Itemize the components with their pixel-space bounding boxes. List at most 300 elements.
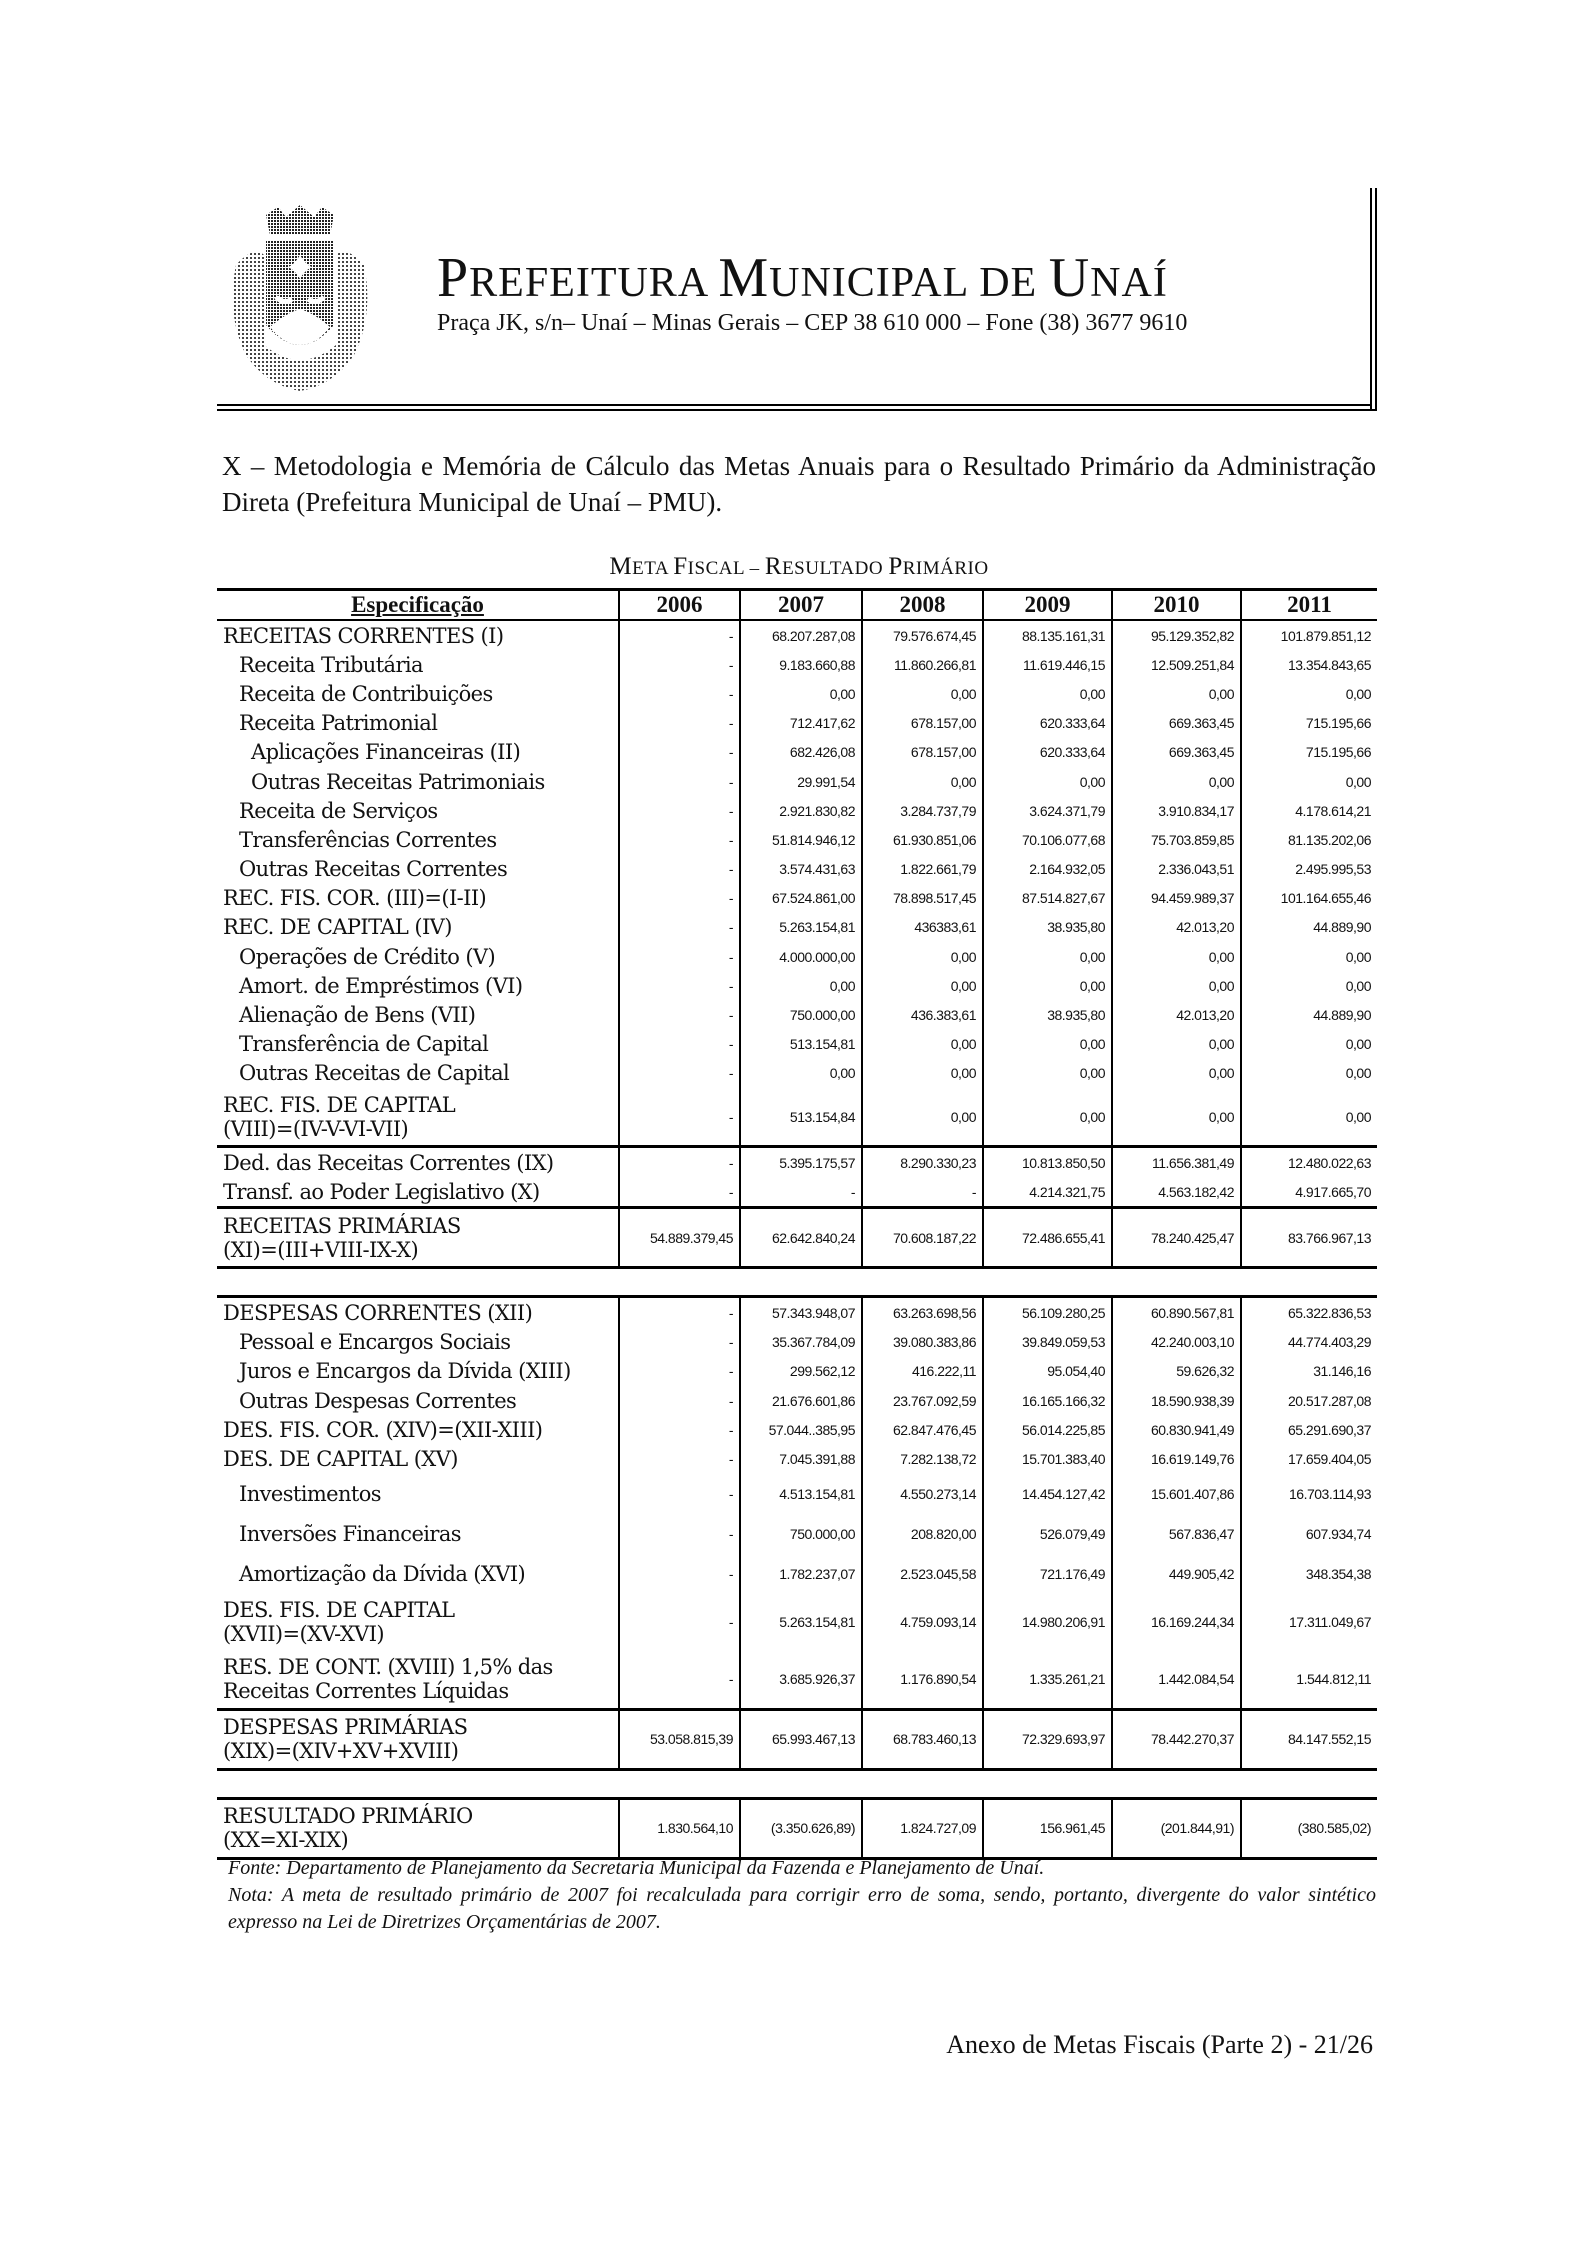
section-heading: X – Metodologia e Memória de Cálculo das Metas Anuais para o Resultado Primário da Administração Direta (Prefeitura Municipal de Unaí – PMU). — [222, 451, 1376, 517]
cell-value: 0,00 — [1112, 1088, 1241, 1147]
cell-value: 607.934,74 — [1241, 1514, 1377, 1554]
table-row — [217, 767, 1377, 796]
cell-value: 14.980.206,91 — [983, 1594, 1112, 1651]
cell-value: 9.183.660,88 — [740, 650, 862, 679]
column-header: 2010 — [1112, 590, 1241, 621]
table-row — [217, 796, 1377, 825]
cell-value: 101.879.851,12 — [1241, 620, 1377, 650]
cell-value: 4.550.273,14 — [862, 1474, 983, 1514]
table-row — [217, 913, 1377, 942]
cell-value: - — [619, 650, 740, 679]
row-label-line: REC. DE CAPITAL (IV) — [223, 915, 452, 940]
cell-value: 10.813.850,50 — [983, 1147, 1112, 1178]
cell-value: 1.335.261,21 — [983, 1651, 1112, 1710]
cell-value: - — [740, 1177, 862, 1208]
cell-value: 0,00 — [1241, 1059, 1377, 1088]
row-label — [217, 1554, 619, 1594]
row-label-line: (XI)=(III+VIII-IX-X) — [223, 1237, 419, 1262]
cell-value: 5.263.154,81 — [740, 1594, 862, 1651]
cell-value: - — [619, 1297, 740, 1328]
cell-value: 56.109.280,25 — [983, 1297, 1112, 1328]
cell-value: - — [619, 620, 740, 650]
cell-value: 54.889.379,45 — [619, 1208, 740, 1268]
cell-value: 11.860.266,81 — [862, 650, 983, 679]
column-header: 2011 — [1241, 590, 1377, 621]
table-row — [217, 679, 1377, 708]
table-row — [217, 620, 1377, 650]
cell-value: 51.814.946,12 — [740, 825, 862, 854]
cell-value: - — [619, 1000, 740, 1029]
table-row — [217, 1798, 1377, 1858]
cell-value: 2.336.043,51 — [1112, 855, 1241, 884]
cell-value: 0,00 — [1241, 679, 1377, 708]
row-label-line: REC. FIS. COR. (III)=(I-II) — [223, 886, 487, 911]
cell-value: - — [619, 1147, 740, 1178]
row-label-line: Alienação de Bens (VII) — [239, 1003, 476, 1028]
cell-value: (201.844,91) — [1112, 1798, 1241, 1858]
table-row — [217, 1088, 1377, 1147]
cell-value: 38.935,80 — [983, 913, 1112, 942]
cell-value: 0,00 — [983, 971, 1112, 1000]
cell-value: 0,00 — [1112, 942, 1241, 971]
cell-value: 0,00 — [1241, 1030, 1377, 1059]
row-label-line: DES. FIS. DE CAPITAL — [223, 1598, 455, 1622]
table-row — [217, 1651, 1377, 1710]
cell-value: 101.164.655,46 — [1241, 884, 1377, 913]
table-row — [217, 1357, 1377, 1386]
cell-value: 57.044..385,95 — [740, 1415, 862, 1444]
row-label — [217, 1088, 619, 1147]
table-row — [217, 1474, 1377, 1514]
cell-value: 87.514.827,67 — [983, 884, 1112, 913]
row-label-line: Receita de Contribuições — [239, 681, 493, 706]
cell-value: 21.676.601,86 — [740, 1386, 862, 1415]
row-label — [217, 1386, 619, 1415]
remark-note: Nota: A meta de resultado primário de 2007 foi recalculada para corrigir erro de soma, sendo, portanto, divergente do valor sintético expresso na Lei de Diretrizes Orçamentárias de 2007. — [228, 1884, 1376, 1933]
cell-value: 20.517.287,08 — [1241, 1386, 1377, 1415]
cell-value: 2.495.995,53 — [1241, 855, 1377, 884]
cell-value: 39.849.059,53 — [983, 1328, 1112, 1357]
cell-value: - — [619, 1514, 740, 1554]
cell-value: 669.363,45 — [1112, 709, 1241, 738]
frame-border — [1375, 188, 1377, 410]
table-spacer — [217, 1268, 1377, 1297]
cell-value: 12.480.022,63 — [1241, 1147, 1377, 1178]
cell-value: 81.135.202,06 — [1241, 825, 1377, 854]
cell-value: 4.513.154,81 — [740, 1474, 862, 1514]
cell-value: 62.847.476,45 — [862, 1415, 983, 1444]
table-title: META FISCAL – RESULTADO PRIMÁRIO — [609, 553, 989, 580]
cell-value: 0,00 — [862, 679, 983, 708]
cell-value: 2.523.045,58 — [862, 1554, 983, 1594]
cell-value: 4.917.665,70 — [1241, 1177, 1377, 1208]
table-row — [217, 1514, 1377, 1554]
cell-value: 682.426,08 — [740, 738, 862, 767]
row-label-line: RESULTADO PRIMÁRIO — [223, 1804, 473, 1828]
cell-value: 39.080.383,86 — [862, 1328, 983, 1357]
cell-value: 61.930.851,06 — [862, 825, 983, 854]
cell-value: 3.910.834,17 — [1112, 796, 1241, 825]
cell-value: 0,00 — [983, 1059, 1112, 1088]
table-row — [217, 1386, 1377, 1415]
cell-value: 3.624.371,79 — [983, 796, 1112, 825]
cell-value: - — [619, 1594, 740, 1651]
cell-value: 1.822.661,79 — [862, 855, 983, 884]
cell-value: 4.759.093,14 — [862, 1594, 983, 1651]
cell-value: 620.333,64 — [983, 738, 1112, 767]
row-label — [217, 709, 619, 738]
table-row — [217, 1000, 1377, 1029]
cell-value: 18.590.938,39 — [1112, 1386, 1241, 1415]
row-label-line: Amort. de Empréstimos (VI) — [239, 973, 523, 998]
organization-address: Praça JK, s/n– Unaí – Minas Gerais – CEP 38 610 000 – Fone (38) 3677 9610 — [437, 310, 1188, 336]
cell-value: 513.154,84 — [740, 1088, 862, 1147]
cell-value: - — [619, 1386, 740, 1415]
cell-value: 0,00 — [983, 1088, 1112, 1147]
cell-value: 721.176,49 — [983, 1554, 1112, 1594]
cell-value: - — [619, 679, 740, 708]
table-spacer — [217, 1769, 1377, 1798]
column-header: 2009 — [983, 590, 1112, 621]
table-row — [217, 942, 1377, 971]
cell-value: 0,00 — [1112, 679, 1241, 708]
cell-value: (3.350.626,89) — [740, 1798, 862, 1858]
cell-value: 2.164.932,05 — [983, 855, 1112, 884]
cell-value: 42.013,20 — [1112, 913, 1241, 942]
cell-value: 0,00 — [1241, 942, 1377, 971]
cell-value: 0,00 — [983, 1030, 1112, 1059]
cell-value: - — [619, 709, 740, 738]
cell-value: 620.333,64 — [983, 709, 1112, 738]
cell-value: 0,00 — [983, 942, 1112, 971]
row-label — [217, 1357, 619, 1386]
row-label-line: Transferências Correntes — [239, 827, 497, 852]
row-label-line: RECEITAS PRIMÁRIAS — [223, 1213, 461, 1238]
row-label-line: (XVII)=(XV-XVI) — [223, 1622, 385, 1646]
cell-value: 0,00 — [983, 679, 1112, 708]
cell-value: 72.486.655,41 — [983, 1208, 1112, 1268]
cell-value: 436.383,61 — [862, 1000, 983, 1029]
cell-value: 94.459.989,37 — [1112, 884, 1241, 913]
cell-value: 95.054,40 — [983, 1357, 1112, 1386]
row-label-line: Aplicações Financeiras (II) — [251, 740, 521, 765]
table-row — [217, 855, 1377, 884]
row-label — [217, 1514, 619, 1554]
row-label-line: DESPESAS CORRENTES (XII) — [223, 1300, 533, 1325]
row-label-line: (XX=XI-XIX) — [223, 1828, 349, 1852]
cell-value: - — [619, 855, 740, 884]
cell-value: - — [619, 913, 740, 942]
table-notes — [228, 1855, 1376, 1936]
column-header: 2006 — [619, 590, 740, 621]
row-label-line: RES. DE CONT. (XVIII) 1,5% das — [223, 1655, 553, 1679]
row-label — [217, 1651, 619, 1710]
frame-border — [217, 404, 1372, 406]
cell-value: 29.991,54 — [740, 767, 862, 796]
cell-value: - — [619, 942, 740, 971]
row-label — [217, 796, 619, 825]
cell-value: 67.524.861,00 — [740, 884, 862, 913]
cell-value: 3.284.737,79 — [862, 796, 983, 825]
frame-border — [1370, 188, 1372, 410]
cell-value: 44.889,90 — [1241, 913, 1377, 942]
row-label — [217, 825, 619, 854]
cell-value: - — [619, 1474, 740, 1514]
row-label-line: Amortização da Dívida (XVI) — [239, 1561, 526, 1586]
cell-value: 0,00 — [862, 942, 983, 971]
cell-value: 31.146,16 — [1241, 1357, 1377, 1386]
cell-value: 72.329.693,97 — [983, 1709, 1112, 1769]
row-label-line: DESPESAS PRIMÁRIAS — [223, 1715, 468, 1739]
row-label — [217, 767, 619, 796]
row-label — [217, 1444, 619, 1473]
row-label-line: Juros e Encargos da Dívida (XIII) — [239, 1359, 571, 1384]
cell-value: 678.157,00 — [862, 709, 983, 738]
column-header: 2008 — [862, 590, 983, 621]
row-label-line: Receitas Correntes Líquidas — [223, 1679, 509, 1703]
coat-of-arms-icon — [226, 205, 374, 393]
cell-value: 7.045.391,88 — [740, 1444, 862, 1473]
row-label-line: DES. FIS. COR. (XIV)=(XII-XIII) — [223, 1417, 543, 1442]
column-header: Especificação — [217, 590, 619, 621]
cell-value: 0,00 — [1112, 971, 1241, 1000]
cell-value: 84.147.552,15 — [1241, 1709, 1377, 1769]
cell-value: - — [619, 1059, 740, 1088]
cell-value: 75.703.859,85 — [1112, 825, 1241, 854]
cell-value: 42.240.003,10 — [1112, 1328, 1241, 1357]
table-row — [217, 1709, 1377, 1769]
cell-value: - — [619, 767, 740, 796]
table-row — [217, 709, 1377, 738]
row-label-line: Investimentos — [239, 1481, 381, 1506]
cell-value: 2.921.830,82 — [740, 796, 862, 825]
cell-value: - — [619, 1651, 740, 1710]
cell-value: 79.576.674,45 — [862, 620, 983, 650]
cell-value: 68.207.287,08 — [740, 620, 862, 650]
cell-value: 4.563.182,42 — [1112, 1177, 1241, 1208]
cell-value: 17.659.404,05 — [1241, 1444, 1377, 1473]
row-label-line: Ded. das Receitas Correntes (IX) — [223, 1150, 554, 1175]
column-header: 2007 — [740, 590, 862, 621]
cell-value: - — [619, 884, 740, 913]
cell-value: 513.154,81 — [740, 1030, 862, 1059]
cell-value: 1.824.727,09 — [862, 1798, 983, 1858]
cell-value: 0,00 — [862, 1088, 983, 1147]
cell-value: 4.178.614,21 — [1241, 796, 1377, 825]
table-row — [217, 1147, 1377, 1178]
cell-value: 38.935,80 — [983, 1000, 1112, 1029]
cell-value: - — [619, 1415, 740, 1444]
cell-value: 4.214.321,75 — [983, 1177, 1112, 1208]
cell-value: 59.626,32 — [1112, 1357, 1241, 1386]
cell-value: - — [619, 1328, 740, 1357]
row-label — [217, 679, 619, 708]
cell-value: - — [619, 1177, 740, 1208]
cell-value: 95.129.352,82 — [1112, 620, 1241, 650]
cell-value: 1.176.890,54 — [862, 1651, 983, 1710]
cell-value: 567.836,47 — [1112, 1514, 1241, 1554]
row-label — [217, 1297, 619, 1328]
row-label — [217, 650, 619, 679]
table-row — [217, 971, 1377, 1000]
cell-value: 8.290.330,23 — [862, 1147, 983, 1178]
cell-value: 15.701.383,40 — [983, 1444, 1112, 1473]
cell-value: 7.282.138,72 — [862, 1444, 983, 1473]
page-footer: Anexo de Metas Fiscais (Parte 2) - 21/26 — [946, 2030, 1373, 2059]
row-label — [217, 1474, 619, 1514]
cell-value: 0,00 — [1241, 971, 1377, 1000]
cell-value: 0,00 — [740, 1059, 862, 1088]
cell-value: 16.165.166,32 — [983, 1386, 1112, 1415]
cell-value: 70.106.077,68 — [983, 825, 1112, 854]
cell-value: 416.222,11 — [862, 1357, 983, 1386]
cell-value: 16.619.149,76 — [1112, 1444, 1241, 1473]
table-row — [217, 1444, 1377, 1473]
row-label — [217, 1177, 619, 1208]
cell-value: 17.311.049,67 — [1241, 1594, 1377, 1651]
cell-value: 68.783.460,13 — [862, 1709, 983, 1769]
row-label — [217, 942, 619, 971]
cell-value: - — [619, 796, 740, 825]
cell-value: 78.898.517,45 — [862, 884, 983, 913]
row-label — [217, 1328, 619, 1357]
row-label-line: Receita Patrimonial — [239, 711, 438, 736]
cell-value: 12.509.251,84 — [1112, 650, 1241, 679]
cell-value: 0,00 — [740, 679, 862, 708]
cell-value: 1.782.237,07 — [740, 1554, 862, 1594]
cell-value: 63.263.698,56 — [862, 1297, 983, 1328]
cell-value: 669.363,45 — [1112, 738, 1241, 767]
row-label-line: Transferência de Capital — [239, 1032, 489, 1057]
row-label-line: RECEITAS CORRENTES (I) — [223, 623, 504, 648]
table-row — [217, 884, 1377, 913]
cell-value: - — [619, 1357, 740, 1386]
cell-value: 0,00 — [1112, 767, 1241, 796]
cell-value: 0,00 — [862, 1059, 983, 1088]
table-row — [217, 1030, 1377, 1059]
cell-value: 715.195,66 — [1241, 738, 1377, 767]
fiscal-goals-table — [217, 588, 1377, 1860]
cell-value: - — [619, 825, 740, 854]
cell-value: 4.000.000,00 — [740, 942, 862, 971]
row-label — [217, 1059, 619, 1088]
cell-value: - — [619, 1030, 740, 1059]
cell-value: 23.767.092,59 — [862, 1386, 983, 1415]
cell-value: 0,00 — [1241, 1088, 1377, 1147]
row-label — [217, 1415, 619, 1444]
table-row — [217, 650, 1377, 679]
cell-value: 78.442.270,37 — [1112, 1709, 1241, 1769]
row-label-line: Outras Receitas Correntes — [239, 857, 508, 882]
cell-value: 750.000,00 — [740, 1000, 862, 1029]
row-label — [217, 738, 619, 767]
row-label — [217, 620, 619, 650]
cell-value: 348.354,38 — [1241, 1554, 1377, 1594]
table-row — [217, 738, 1377, 767]
cell-value: 57.343.948,07 — [740, 1297, 862, 1328]
cell-value: 16.703.114,93 — [1241, 1474, 1377, 1514]
row-label — [217, 1030, 619, 1059]
cell-value: 1.830.564,10 — [619, 1798, 740, 1858]
cell-value: 526.079,49 — [983, 1514, 1112, 1554]
row-label-line: (XIX)=(XIV+XV+XVIII) — [223, 1739, 459, 1763]
cell-value: 0,00 — [740, 971, 862, 1000]
cell-value: - — [619, 738, 740, 767]
cell-value: 16.169.244,34 — [1112, 1594, 1241, 1651]
cell-value: 44.774.403,29 — [1241, 1328, 1377, 1357]
table-row — [217, 1554, 1377, 1594]
cell-value: 0,00 — [1112, 1030, 1241, 1059]
cell-value: 14.454.127,42 — [983, 1474, 1112, 1514]
cell-value: 0,00 — [983, 767, 1112, 796]
table-row — [217, 1297, 1377, 1328]
cell-value: 78.240.425,47 — [1112, 1208, 1241, 1268]
cell-value: 1.442.084,54 — [1112, 1651, 1241, 1710]
cell-value: 65.291.690,37 — [1241, 1415, 1377, 1444]
cell-value: 449.905,42 — [1112, 1554, 1241, 1594]
cell-value: 35.367.784,09 — [740, 1328, 862, 1357]
row-label — [217, 1208, 619, 1268]
cell-value: 0,00 — [1241, 767, 1377, 796]
cell-value: 53.058.815,39 — [619, 1709, 740, 1769]
cell-value: - — [862, 1177, 983, 1208]
row-label-line: Operações de Crédito (V) — [239, 944, 496, 969]
organization-name: PREFEITURA MUNICIPAL DE UNAÍ — [437, 247, 1168, 309]
cell-value: 750.000,00 — [740, 1514, 862, 1554]
cell-value: - — [619, 1088, 740, 1147]
row-label-line: Pessoal e Encargos Sociais — [239, 1330, 511, 1355]
row-label-line: Outras Receitas Patrimoniais — [251, 769, 545, 794]
row-label — [217, 1798, 619, 1858]
cell-value: 3.574.431,63 — [740, 855, 862, 884]
cell-value: 715.195,66 — [1241, 709, 1377, 738]
cell-value: 65.322.836,53 — [1241, 1297, 1377, 1328]
cell-value: 60.830.941,49 — [1112, 1415, 1241, 1444]
cell-value: 678.157,00 — [862, 738, 983, 767]
cell-value: 0,00 — [862, 767, 983, 796]
row-label-line: Outras Receitas de Capital — [239, 1061, 510, 1086]
cell-value: 299.562,12 — [740, 1357, 862, 1386]
cell-value: (380.585,02) — [1241, 1798, 1377, 1858]
cell-value: 5.263.154,81 — [740, 913, 862, 942]
row-label-line: Inversões Financeiras — [239, 1521, 461, 1546]
cell-value: 0,00 — [862, 1030, 983, 1059]
table-row — [217, 1594, 1377, 1651]
cell-value: 60.890.567,81 — [1112, 1297, 1241, 1328]
row-label-line: Outras Despesas Correntes — [239, 1388, 517, 1413]
cell-value: 65.993.467,13 — [740, 1709, 862, 1769]
cell-value: 712.417,62 — [740, 709, 862, 738]
row-label-line: Receita Tributária — [239, 652, 423, 677]
row-label — [217, 1000, 619, 1029]
row-label-line: DES. DE CAPITAL (XV) — [223, 1446, 458, 1471]
cell-value: 5.395.175,57 — [740, 1147, 862, 1178]
table-row — [217, 1059, 1377, 1088]
cell-value: - — [619, 971, 740, 1000]
table-row — [217, 1208, 1377, 1268]
cell-value: 0,00 — [1112, 1059, 1241, 1088]
table-row — [217, 825, 1377, 854]
cell-value: - — [619, 1554, 740, 1594]
cell-value: 208.820,00 — [862, 1514, 983, 1554]
table-header-row — [217, 590, 1377, 621]
source-note: Fonte: Departamento de Planejamento da Secretaria Municipal da Fazenda e Planejamento de Unaí. — [228, 1857, 1045, 1879]
row-label-line: Receita de Serviços — [239, 798, 438, 823]
row-label — [217, 913, 619, 942]
cell-value: 62.642.840,24 — [740, 1208, 862, 1268]
row-label — [217, 971, 619, 1000]
table-row — [217, 1415, 1377, 1444]
